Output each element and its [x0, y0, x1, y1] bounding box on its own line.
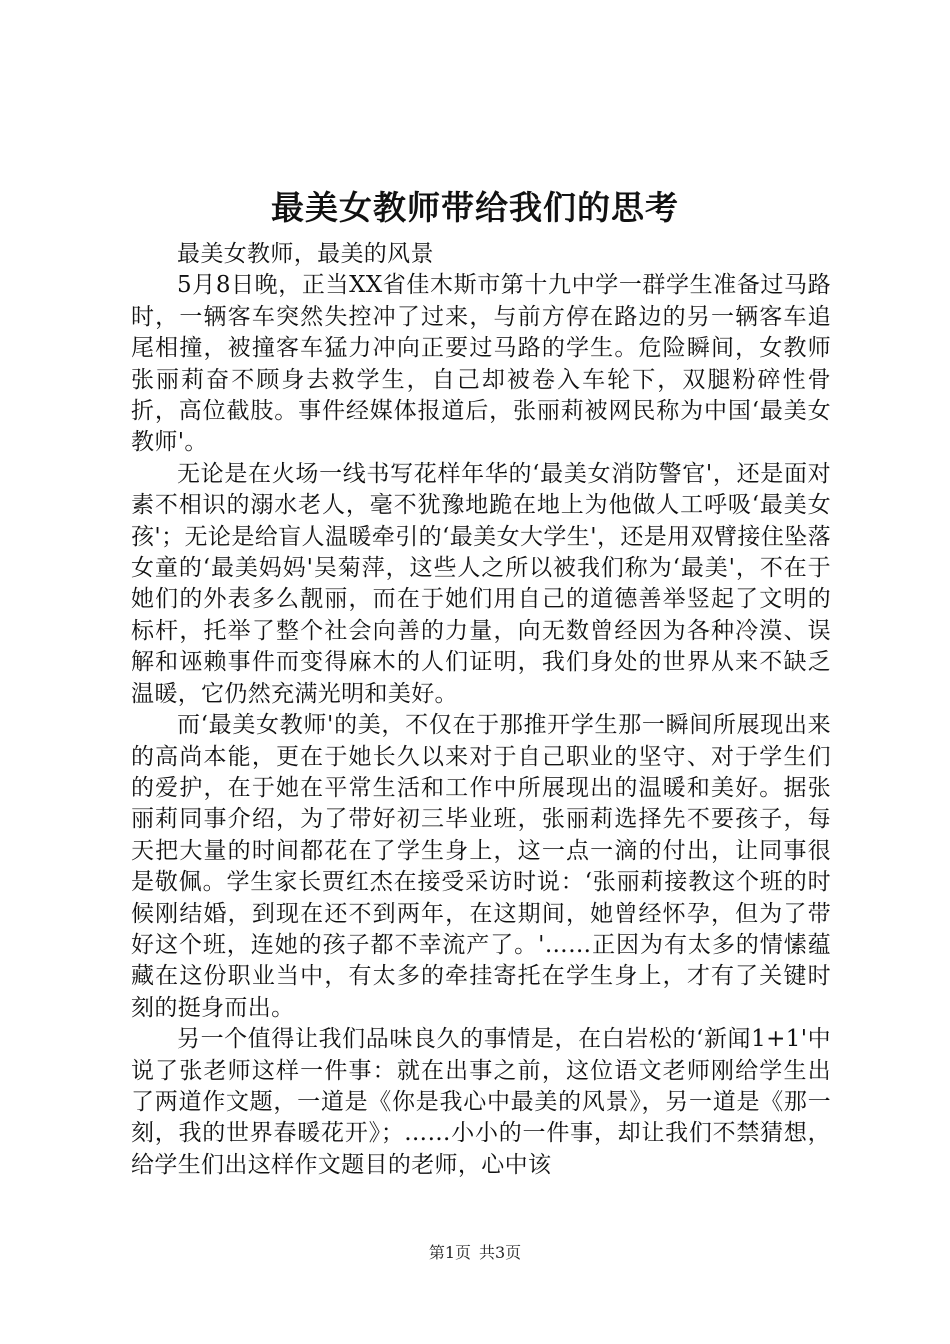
body-paragraph: 另一个值得让我们品味良久的事情是，在白岩松的‘新闻1+1'中说了张老师这样一件事：就在出事之前，这位语文老师刚给学生出了两道作文题，一道是《你是我心中最美的风景》，另一道是《那一刻，我的世界春暖花开》；……小小的一件事，却让我们不禁猜想，给学生们出这样作文题目的老师，心中该: [131, 1026, 831, 1178]
body-paragraph: 而‘最美女教师'的美，不仅在于那推开学生那一瞬间所展现出来的高尚本能，更在于她长久以来对于自己职业的坚守、对于学生们的爱护，在于她在平常生活和工作中所展现出的温暖和美好。据张丽莉同事介绍，为了带好初三毕业班，张丽莉选择先不要孩子，每天把大量的时间都花在了学生身上，这一点一滴的付出，让同事很是敬佩。学生家长贾红杰在接受采访时说：‘张丽莉接教这个班的时候刚结婚，到现在还不到两年，在这期间，她曾经怀孕，但为了带好这个班，连她的孩子都不幸流产了。'……正因为有太多的情愫蕴藏在这份职业当中，有太多的牵挂寄托在学生身上，才有了关键时刻的挺身而出。: [131, 712, 831, 1021]
subtitle-paragraph: 最美女教师，最美的风景: [177, 241, 434, 267]
document-body: [131, 239, 831, 1181]
page-total: 共3页: [479, 1243, 522, 1262]
page-number: 第1页: [428, 1243, 471, 1262]
body-paragraph: 5月8日晚，正当XX省佳木斯市第十九中学一群学生准备过马路时，一辆客车突然失控冲了过来，与前方停在路边的另一辆客车追尾相撞，被撞客车猛力冲向正要过马路的学生。危险瞬间，女教师张丽莉奋不顾身去救学生，自己却被卷入车轮下，双腿粉碎性骨折，高位截肢。事件经媒体报道后，张丽莉被网民称为中国‘最美女教师'。: [131, 272, 831, 456]
body-paragraph: 无论是在火场一线书写花样年华的‘最美女消防警官'，还是面对素不相识的溺水老人，毫不犹豫地跪在地上为他做人工呼吸‘最美女孩'；无论是给盲人温暖牵引的‘最美女大学生'，还是用双臂接住坠落女童的‘最美妈妈'吴菊萍，这些人之所以被我们称为‘最美'，不在于她们的外表多么靓丽，而在于她们用自己的道德善举竖起了文明的标杆，托举了整个社会向善的力量，向无数曾经因为各种冷漠、误解和诬赖事件而变得麻木的人们证明，我们身处的世界从来不缺乏温暖，它仍然充满光明和美好。: [131, 460, 831, 707]
page-footer: [0, 1241, 950, 1265]
document-title: 最美女教师带给我们的思考: [271, 188, 679, 227]
